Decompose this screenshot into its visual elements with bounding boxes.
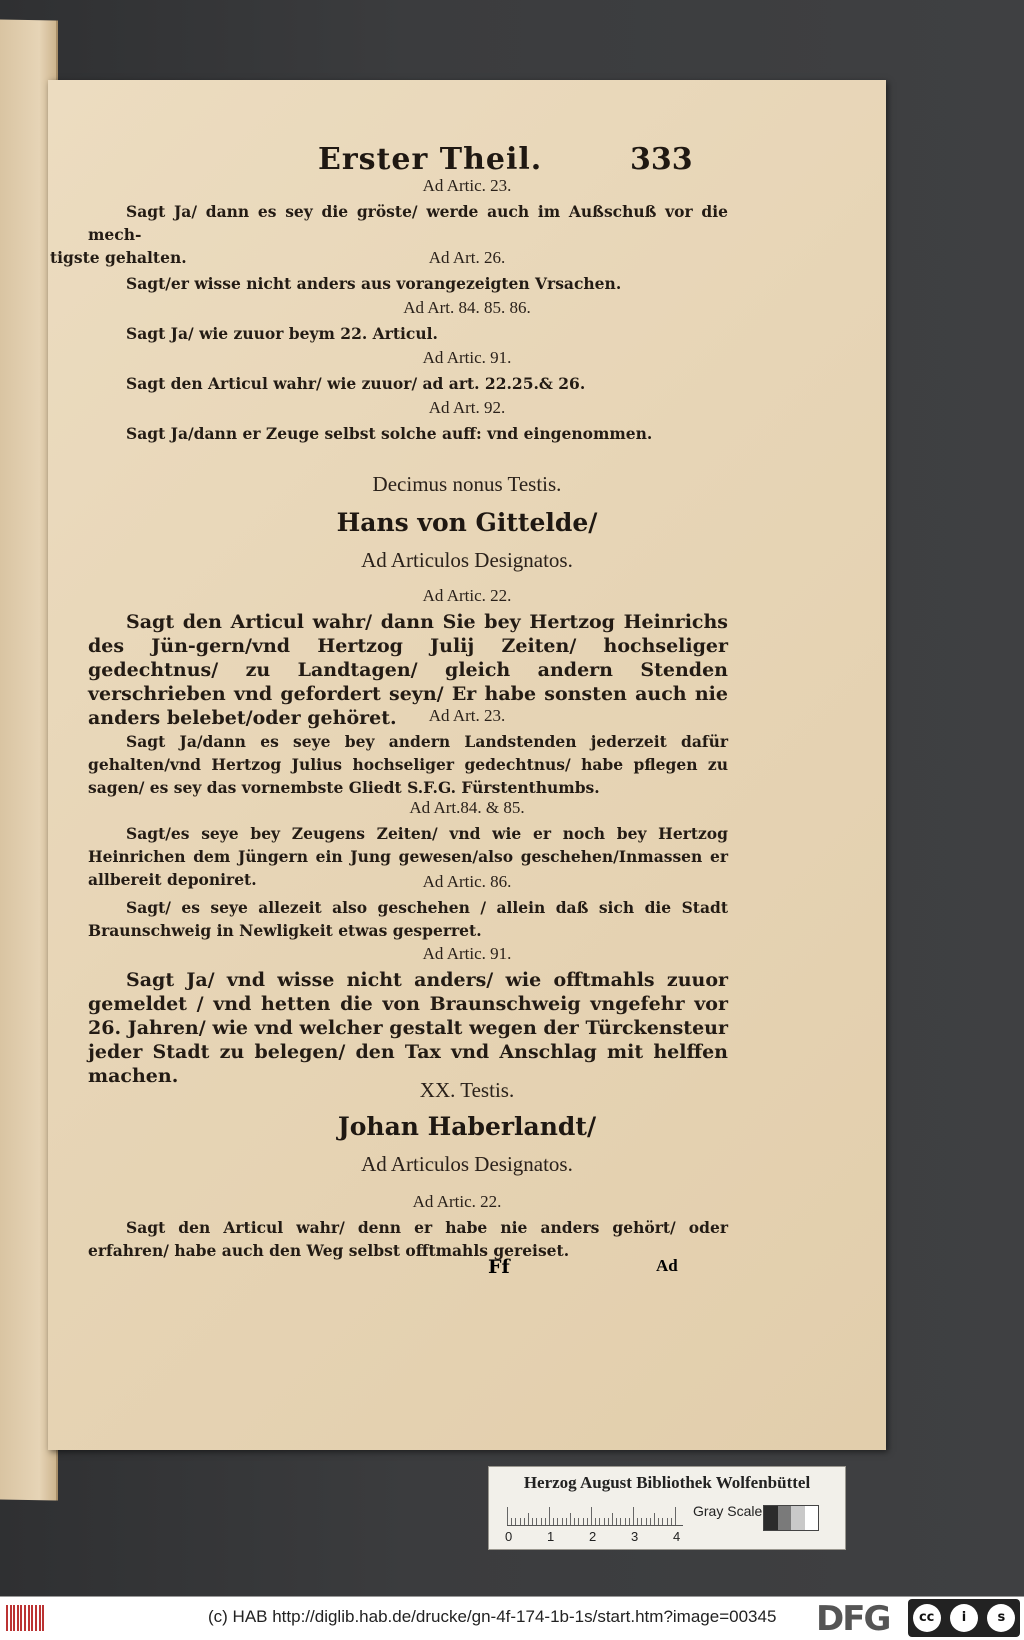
ruler-tick <box>620 1518 621 1525</box>
share-alike-icon: s <box>987 1604 1015 1632</box>
barcode-bar <box>24 1605 26 1631</box>
ruler-tick <box>566 1518 567 1525</box>
ruler-number: 3 <box>631 1529 639 1544</box>
article-heading: Ad Art. 23. <box>428 706 506 725</box>
ruler-tick <box>583 1518 584 1525</box>
ruler-tick <box>545 1518 546 1525</box>
ruler-tick <box>528 1513 529 1525</box>
ruler-tick <box>667 1518 668 1525</box>
ruler-tick <box>595 1518 596 1525</box>
article-heading: Ad Artic. 22. <box>422 586 512 605</box>
running-head: Erster Theil. <box>318 142 543 177</box>
catchword: Ad <box>656 1256 678 1275</box>
ruler-tick <box>675 1507 676 1525</box>
article-heading: Ad Art.84. & 85. <box>409 798 525 817</box>
attribution-icon: i <box>950 1604 978 1632</box>
ruler-tick <box>629 1518 630 1525</box>
ruler-tick <box>557 1518 558 1525</box>
barcode-bar <box>13 1605 15 1631</box>
barcode-bar <box>10 1605 12 1631</box>
barcode-bar <box>31 1605 33 1631</box>
ruler-tick <box>671 1518 672 1525</box>
barcode-bar <box>6 1605 8 1631</box>
article-heading: Ad Artic. 23. <box>422 176 512 195</box>
designated-articles-heading: Ad Articulos Designatos. <box>361 1152 573 1176</box>
gray-swatch <box>764 1506 778 1530</box>
footer-bar <box>0 1596 1024 1640</box>
ruler-tick <box>604 1518 605 1525</box>
ruler-tick <box>641 1518 642 1525</box>
gray-swatch <box>805 1506 819 1530</box>
testimony-text: Sagt den Articul wahr/ dann Sie bey Hertzog Heinrichs des Jün-gern/vnd Hertzog Julij Zeiten/ hochseliger gedechtnus/ zu Landtagen/ gleich andern Stenden verschrieben vnd gefordert seyn/ Er habe sonsten auch nie anders belebet/oder gehöret. <box>88 611 728 729</box>
ruler-tick <box>616 1518 617 1525</box>
testimony-text: Sagt den Articul wahr/ denn er habe nie anders gehört/ oder erfahren/ habe auch den Weg selbst offtmahls gereiset. <box>88 1218 728 1260</box>
library-name: Herzog August Bibliothek Wolfenbüttel <box>523 1473 811 1492</box>
article-heading: Ad Artic. 86. <box>422 872 512 891</box>
ruler-tick <box>662 1518 663 1525</box>
ruler-tick <box>654 1513 655 1525</box>
ruler-tick <box>553 1518 554 1525</box>
ruler-tick <box>549 1507 550 1525</box>
ruler-tick <box>633 1507 634 1525</box>
dfg-logo: DFG <box>816 1599 890 1639</box>
article-heading: Ad Artic. 22. <box>412 1192 502 1211</box>
ruler-tick <box>507 1507 508 1525</box>
testimony-text: Sagt den Articul wahr/ wie zuuor/ ad art. 22.25.& 26. <box>126 374 586 393</box>
ruler-tick <box>599 1518 600 1525</box>
barcode-bar <box>42 1605 44 1631</box>
measurement-ruler <box>507 1503 683 1526</box>
testimony-text: Sagt Ja/ vnd wisse nicht anders/ wie offtmahls zuuor gemeldet / vnd hetten die von Braunschweig vngefehr vor 26. Jahren/ wie vnd welcher gestalt wegen der Türckensteur jeder Stadt zu belegen/ den Tax vnd Anschlag mit helffen machen. <box>88 969 728 1087</box>
ruler-tick <box>578 1518 579 1525</box>
creative-commons-badge[interactable] <box>908 1599 1020 1637</box>
barcode-bar <box>20 1605 22 1631</box>
witness-number: XX. Testis. <box>419 1078 515 1102</box>
article-heading: Ad Artic. 91. <box>422 944 512 963</box>
testimony-text: Sagt/er wisse nicht anders aus vorangezeigten Vrsachen. <box>126 274 622 293</box>
gray-swatch <box>791 1506 805 1530</box>
testimony-text: Sagt Ja/ wie zuuor beym 22. Articul. <box>126 324 438 343</box>
barcode-bar <box>39 1605 41 1631</box>
library-color-card <box>488 1466 846 1550</box>
copyright-credit: (c) HAB http://diglib.hab.de/drucke/gn-4f-174-1b-1s/start.htm?image=00345 <box>208 1607 777 1626</box>
article-heading: Ad Artic. 91. <box>422 348 512 367</box>
ruler-tick <box>562 1518 563 1525</box>
article-heading: Ad Art. 84. 85. 86. <box>403 298 531 317</box>
testimony-text: Sagt/ es seye allezeit also geschehen / allein daß sich die Stadt Braunschweig in Newligkeit etwas gesperret. <box>88 898 728 940</box>
testimony-text: Sagt Ja/dann es seye bey andern Landstenden jederzeit dafür gehalten/vnd Hertzog Julius hochseliger gedechtnus/ habe pflegen zu sagen/ es sey das vornembste Gliedt S.F.G. Fürstenthumbs. <box>88 732 728 797</box>
page-number: 333 <box>630 142 693 177</box>
ruler-tick <box>650 1518 651 1525</box>
witness-name: Johan Haberlandt/ <box>337 1112 597 1141</box>
ruler-tick <box>658 1518 659 1525</box>
designated-articles-heading: Ad Articulos Designatos. <box>361 548 573 572</box>
testimony-text: Sagt Ja/dann er Zeuge selbst solche auff: vnd eingenommen. <box>126 424 653 443</box>
gray-swatch <box>778 1506 792 1530</box>
barcode-bar <box>35 1605 37 1631</box>
signature-mark: Ff <box>488 1256 510 1278</box>
ruler-tick <box>570 1513 571 1525</box>
ruler-tick <box>625 1518 626 1525</box>
ruler-tick <box>532 1518 533 1525</box>
barcode-bar <box>28 1605 30 1631</box>
cc-icon: cc <box>913 1604 941 1632</box>
ruler-tick <box>612 1513 613 1525</box>
barcode-bar <box>17 1605 19 1631</box>
barcode-icon <box>6 1605 46 1631</box>
article-heading: Ad Art. 92. <box>428 398 506 417</box>
ruler-number: 4 <box>673 1529 681 1544</box>
ruler-tick <box>536 1518 537 1525</box>
article-heading: Ad Art. 26. <box>428 248 506 267</box>
ruler-tick <box>591 1507 592 1525</box>
gray-scale-strip <box>763 1505 819 1531</box>
testimony-text: Sagt Ja/ dann es sey die gröste/ werde auch im Außschuß vor die mech- tigste gehalten. <box>50 202 728 267</box>
book-page <box>48 80 886 1450</box>
ruler-tick <box>515 1518 516 1525</box>
ruler-tick <box>574 1518 575 1525</box>
witness-name: Hans von Gittelde/ <box>336 508 598 537</box>
ruler-tick <box>646 1518 647 1525</box>
ruler-number: 1 <box>547 1529 555 1544</box>
ruler-tick <box>511 1518 512 1525</box>
ruler-tick <box>520 1518 521 1525</box>
ruler-tick <box>637 1518 638 1525</box>
ruler-tick <box>608 1518 609 1525</box>
witness-number: Decimus nonus Testis. <box>372 472 562 496</box>
ruler-tick <box>541 1518 542 1525</box>
ruler-number: 0 <box>505 1529 513 1544</box>
ruler-tick <box>587 1518 588 1525</box>
ruler-tick <box>524 1518 525 1525</box>
testimony-text: Sagt/es seye bey Zeugens Zeiten/ vnd wie er noch bey Hertzog Heinrichen dem Jüngern ein Jung gewesen/also geschehen/Inmassen er allbereit deponiret. <box>88 824 728 889</box>
gray-scale-label: Gray Scale <box>693 1503 763 1519</box>
ruler-number: 2 <box>589 1529 597 1544</box>
